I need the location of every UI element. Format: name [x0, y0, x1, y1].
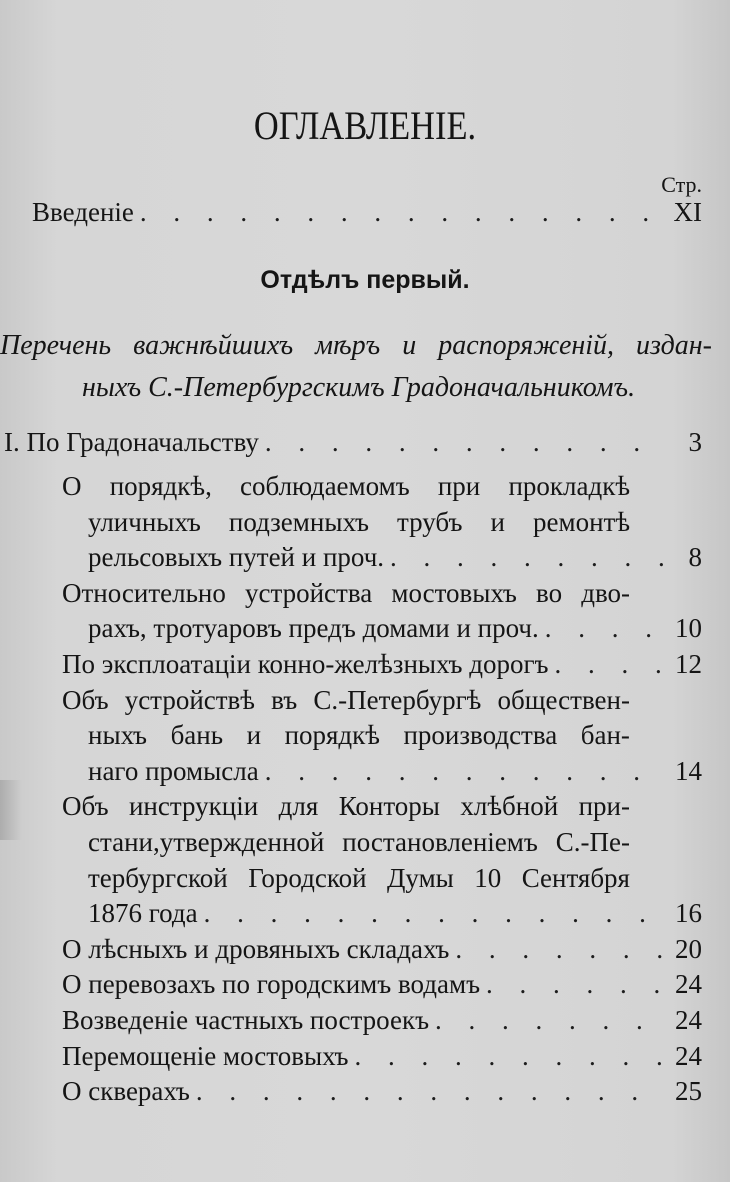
entry-word: ремонтѣ	[533, 506, 630, 537]
leader-dots	[545, 610, 666, 646]
entry-word: бань	[170, 720, 224, 751]
leader-dots	[355, 1038, 666, 1074]
entry-word: въ	[271, 684, 298, 715]
entry-word: при	[437, 471, 481, 501]
entry-text: О скверахъ	[62, 1076, 190, 1107]
entry-line	[62, 468, 630, 504]
leader-dots	[486, 966, 666, 1002]
entry-word: инструкціи	[128, 791, 259, 822]
entry-word: О	[62, 471, 82, 501]
entry-word: Думы	[387, 862, 454, 893]
leader-dots	[265, 424, 666, 460]
leader-dots	[390, 539, 666, 575]
toc-entry	[88, 539, 702, 575]
entry-word: Городской	[248, 862, 367, 893]
toc-entry	[62, 966, 702, 1002]
entry-text: рельсовыхъ путей и проч.	[88, 542, 385, 573]
entry-text: наго промысла	[88, 755, 259, 786]
entry-text: 1876 года	[88, 898, 198, 929]
entry-page: 24	[675, 1005, 702, 1035]
page-stain	[0, 780, 22, 840]
entry-word: Сентября	[521, 862, 630, 893]
toc-entry	[88, 753, 702, 789]
entry-word: трубъ	[396, 506, 463, 537]
entry-word: уличныхъ	[88, 506, 201, 537]
toc-entry	[62, 646, 702, 682]
entry-word: дво-	[581, 577, 630, 608]
entry-word: для	[278, 791, 319, 822]
entry-word: подземныхъ	[228, 506, 369, 537]
subtitle-line-2: ныхъ С.-Петербургскимъ Градоначальникомъ.	[82, 372, 636, 403]
entry-word: устройствѣ	[124, 684, 255, 715]
entry-line	[62, 682, 630, 718]
entry-word: и	[246, 720, 262, 751]
entry-word: постановленіемъ	[342, 827, 538, 857]
entry-word: Объ	[62, 684, 109, 715]
leader-dots	[435, 1002, 666, 1038]
chapter-text: I. По Градоначальству	[4, 427, 259, 457]
leader-dots	[140, 194, 666, 230]
chapter-page: 3	[688, 427, 702, 457]
entry-word: прокладкѣ	[508, 471, 630, 501]
entry-word: стани,утвержденной	[88, 827, 325, 857]
entry-word: С.-Пе-	[555, 827, 630, 857]
entry-text: Введеніе	[32, 197, 134, 227]
subtitle-word: важнѣйшихъ	[133, 330, 294, 361]
entry-text: О лѣсныхъ и дровяныхъ складахъ	[62, 933, 450, 964]
leader-dots	[265, 753, 666, 789]
subtitle-word: и	[402, 330, 417, 361]
entry-page: 24	[675, 1040, 702, 1071]
entry-page: 8	[688, 542, 702, 573]
entry-page: 14	[675, 755, 702, 786]
entry-page: 12	[675, 649, 702, 679]
subtitle-word: издан-	[636, 330, 712, 361]
entry-line	[88, 504, 630, 540]
entry-word: порядкѣ	[284, 720, 380, 751]
entry-word: бан-	[580, 720, 630, 751]
page-title: ОГЛАВЛЕНІЕ.	[253, 103, 477, 148]
entry-page: 10	[675, 613, 702, 644]
subtitle-word: распоряженій,	[438, 330, 615, 361]
entry-word: соблюдаемомъ	[240, 471, 410, 501]
entry-word: С.-Петербургѣ	[313, 684, 482, 715]
entry-word: устройства	[245, 577, 373, 608]
entry-word: мостовыхъ	[391, 577, 517, 608]
subtitle-line-1	[0, 330, 712, 362]
entry-word: порядкѣ,	[109, 471, 212, 501]
entry-line	[62, 575, 630, 611]
entry-text: Перемощеніе мостовыхъ	[62, 1040, 349, 1071]
entry-word: ныхъ	[88, 720, 148, 751]
entry-page: 25	[675, 1076, 702, 1107]
entry-word: и	[490, 506, 505, 537]
entry-line	[88, 860, 630, 896]
entry-word: производства	[403, 720, 558, 751]
leader-dots	[455, 931, 666, 967]
entry-word: обществен-	[497, 684, 630, 715]
toc-entry-intro	[32, 194, 702, 230]
entry-text: Возведеніе частныхъ построекъ	[62, 1005, 430, 1035]
entry-page: XI	[673, 197, 702, 227]
toc-chapter	[4, 424, 702, 460]
toc-entry	[62, 1038, 702, 1074]
leader-dots	[204, 895, 666, 931]
toc-entry	[62, 1002, 702, 1038]
entry-page: 20	[675, 933, 702, 964]
entry-word: во	[536, 577, 563, 608]
entry-line	[88, 717, 630, 753]
entry-word: при-	[578, 791, 630, 822]
subtitle-word: мѣръ	[315, 330, 381, 361]
leader-dots	[196, 1073, 666, 1109]
entry-line	[62, 788, 630, 824]
entry-word: Относительно	[62, 577, 226, 608]
entry-page: 24	[675, 969, 702, 1000]
leader-dots	[555, 646, 666, 682]
entry-text: По эксплоатаціи конно-желѣзныхъ дорогъ	[62, 649, 549, 679]
toc-entry	[88, 610, 702, 646]
entry-word: хлѣбной	[460, 791, 559, 822]
entry-text: О перевозахъ по городскимъ водамъ	[62, 969, 481, 1000]
entry-word: Конторы	[338, 791, 440, 822]
entry-page: 16	[675, 898, 702, 929]
entry-line	[88, 824, 630, 860]
toc-entry	[62, 931, 702, 967]
entry-text: рахъ, тротуаровъ предъ домами и проч.	[88, 613, 539, 644]
entry-word: 10	[474, 862, 502, 893]
toc-entry	[88, 895, 702, 931]
toc-entry	[62, 1073, 702, 1109]
section-heading: Отдѣлъ первый.	[260, 266, 470, 294]
entry-word: тербургской	[88, 862, 228, 893]
entry-word: Объ	[62, 791, 109, 822]
subtitle-word: Перечень	[0, 330, 112, 361]
page-column-label: Стр.	[661, 172, 702, 197]
